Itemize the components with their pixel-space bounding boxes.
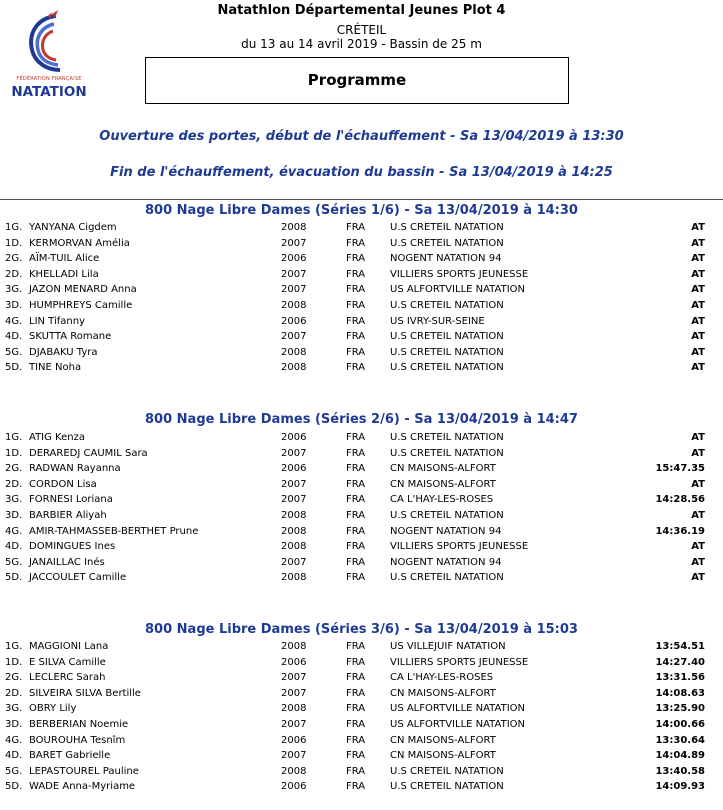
birth-year: 2007	[281, 331, 307, 343]
entry-time: AT	[691, 556, 705, 568]
swimmer-name: DJABAKU Tyra	[29, 346, 98, 358]
series-table	[0, 220, 723, 376]
entry-time: AT	[691, 268, 705, 280]
table-row	[0, 655, 723, 671]
nationality: FRA	[346, 734, 366, 746]
club-name: U.S CRETEIL NATATION	[390, 572, 504, 584]
lane-position: 2D.	[5, 478, 23, 490]
swimmer-name: LIN Tifanny	[29, 315, 86, 327]
lane-position: 1D.	[5, 237, 23, 249]
entry-time: AT	[691, 315, 705, 327]
nationality: FRA	[346, 641, 366, 652]
birth-year: 2008	[281, 346, 307, 358]
nationality: FRA	[346, 494, 366, 506]
table-row	[0, 360, 723, 376]
club-name: CN MAISONS-ALFORT	[390, 687, 496, 699]
table-row	[0, 251, 723, 267]
club-name: U.S CRETEIL NATATION	[390, 432, 504, 443]
entry-time: 14:09.93	[655, 781, 705, 793]
table-row	[0, 492, 723, 508]
swimmer-name: JANAILLAC Inés	[29, 556, 105, 568]
entry-time: 13:30.64	[655, 734, 705, 746]
club-name: CN MAISONS-ALFORT	[390, 463, 496, 475]
lane-position: 3G.	[5, 494, 23, 506]
table-row	[0, 555, 723, 571]
swimmer-name: WADE Anna-Myriame	[29, 781, 136, 793]
birth-year: 2008	[281, 703, 307, 715]
birth-year: 2007	[281, 687, 307, 699]
club-name: U.S CRETEIL NATATION	[390, 331, 504, 343]
birth-year: 2007	[281, 718, 307, 730]
swimmer-name: MAGGIONI Lana	[29, 641, 109, 652]
meet-dates: du 13 au 14 avril 2019 - Bassin de 25 m	[241, 37, 482, 51]
nationality: FRA	[346, 572, 366, 584]
club-name: US VILLEJUIF NATATION	[390, 641, 506, 652]
club-name: U.S CRETEIL NATATION	[390, 765, 504, 777]
nationality: FRA	[346, 656, 366, 668]
lane-position: 1G.	[5, 432, 23, 443]
entry-time: AT	[691, 572, 705, 584]
lane-position: 2G.	[5, 672, 23, 684]
table-row	[0, 539, 723, 555]
birth-year: 2007	[281, 750, 307, 762]
nationality: FRA	[346, 237, 366, 249]
club-name: US ALFORTVILLE NATATION	[390, 718, 525, 730]
lane-position: 5G.	[5, 346, 23, 358]
swimmer-name: LEPASTOUREL Pauline	[29, 765, 139, 777]
birth-year: 2008	[281, 222, 307, 233]
birth-year: 2008	[281, 299, 307, 311]
swimmer-name: SKUTTA Romane	[29, 331, 112, 343]
club-name: VILLIERS SPORTS JEUNESSE	[390, 268, 529, 280]
birth-year: 2006	[281, 315, 307, 327]
entry-time: 13:25.90	[655, 703, 705, 715]
swimmer-name: JACCOULET Camille	[29, 572, 127, 584]
club-name: U.S CRETEIL NATATION	[390, 362, 504, 374]
table-row	[0, 670, 723, 686]
birth-year: 2007	[281, 494, 307, 506]
club-name: CN MAISONS-ALFORT	[390, 750, 496, 762]
club-name: U.S CRETEIL NATATION	[390, 299, 504, 311]
warmup-end-info: Fin de l'échauffement, évacuation du bassin - Sa 13/04/2019 à 14:25	[110, 165, 613, 180]
series-table	[0, 430, 723, 586]
club-name: CN MAISONS-ALFORT	[390, 478, 496, 490]
table-row	[0, 717, 723, 733]
swimmer-name: SILVEIRA SILVA Bertille	[29, 687, 141, 699]
swimmer-name: HUMPHREYS Camille	[29, 299, 133, 311]
lane-position: 5D.	[5, 362, 23, 374]
table-row	[0, 461, 723, 477]
swimmer-name: DOMINGUES Ines	[29, 541, 116, 553]
nationality: FRA	[346, 315, 366, 327]
swimmer-name: BARET Gabrielle	[29, 750, 111, 762]
entry-time: 14:28.56	[655, 494, 705, 506]
lane-position: 3G.	[5, 703, 23, 715]
lane-position: 4G.	[5, 525, 23, 537]
birth-year: 2008	[281, 541, 307, 553]
swimmer-name: KERMORVAN Amélia	[29, 237, 130, 249]
series-table	[0, 639, 723, 795]
birth-year: 2007	[281, 478, 307, 490]
lane-position: 2D.	[5, 687, 23, 699]
entry-time: AT	[691, 222, 705, 233]
club-name: US ALFORTVILLE NATATION	[390, 703, 525, 715]
club-name: NOGENT NATATION 94	[390, 556, 502, 568]
nationality: FRA	[346, 362, 366, 374]
table-row	[0, 282, 723, 298]
swimmer-name: AÏM-TUIL Alice	[29, 253, 100, 265]
entry-time: AT	[691, 237, 705, 249]
entry-time: 14:04.89	[655, 750, 705, 762]
lane-position: 4D.	[5, 750, 23, 762]
club-name: CA L'HAY-LES-ROSES	[390, 672, 494, 684]
birth-year: 2008	[281, 509, 307, 521]
birth-year: 2007	[281, 237, 307, 249]
club-name: CN MAISONS-ALFORT	[390, 734, 496, 746]
birth-year: 2006	[281, 781, 307, 793]
swimmer-name: TINE Noha	[29, 362, 82, 374]
nationality: FRA	[346, 687, 366, 699]
lane-position: 3D.	[5, 718, 23, 730]
club-name: U.S CRETEIL NATATION	[390, 222, 504, 233]
swimmer-name: CORDON Lisa	[29, 478, 97, 490]
lane-position: 5D.	[5, 781, 23, 793]
birth-year: 2008	[281, 525, 307, 537]
table-row	[0, 779, 723, 795]
table-row	[0, 748, 723, 764]
club-name: U.S CRETEIL NATATION	[390, 447, 504, 459]
meet-city: CRÉTEIL	[336, 23, 387, 37]
swimmer-name: LECLERC Sarah	[29, 672, 106, 684]
table-row	[0, 267, 723, 283]
entry-time: 14:36.19	[655, 525, 705, 537]
lane-position: 4D.	[5, 541, 23, 553]
club-name: NOGENT NATATION 94	[390, 253, 502, 265]
entry-time: 14:08.63	[655, 687, 705, 699]
nationality: FRA	[346, 268, 366, 280]
entry-time: AT	[691, 346, 705, 358]
logo-wordmark: NATATION	[11, 84, 87, 100]
nationality: FRA	[346, 299, 366, 311]
nationality: FRA	[346, 541, 366, 553]
table-row	[0, 329, 723, 345]
logo-subtitle: FÉDÉRATION FRANÇAISE	[16, 76, 82, 82]
nationality: FRA	[346, 478, 366, 490]
lane-position: 1D.	[5, 447, 23, 459]
entry-time: AT	[691, 447, 705, 459]
nationality: FRA	[346, 253, 366, 265]
entry-time: AT	[691, 331, 705, 343]
swimmer-name: BERBERIAN Noemie	[29, 718, 129, 730]
club-name: U.S CRETEIL NATATION	[390, 781, 504, 793]
doors-open-info: Ouverture des portes, début de l'échauffement - Sa 13/04/2019 à 13:30	[99, 129, 624, 144]
entry-time: AT	[691, 541, 705, 553]
meet-title: Natathlon Départemental Jeunes Plot 4	[217, 3, 506, 18]
club-name: VILLIERS SPORTS JEUNESSE	[390, 541, 529, 553]
lane-position: 5D.	[5, 572, 23, 584]
lane-position: 2G.	[5, 253, 23, 265]
nationality: FRA	[346, 750, 366, 762]
entry-time: 13:54.51	[655, 641, 705, 652]
birth-year: 2008	[281, 362, 307, 374]
lane-position: 5G.	[5, 765, 23, 777]
nationality: FRA	[346, 525, 366, 537]
swimmer-name: DERAREDJ CAUMIL Sara	[29, 447, 148, 459]
entry-time: 15:47.35	[655, 463, 705, 475]
entry-time: AT	[691, 509, 705, 521]
table-row	[0, 314, 723, 330]
club-name: CA L'HAY-LES-ROSES	[390, 494, 494, 506]
nationality: FRA	[346, 781, 366, 793]
nationality: FRA	[346, 556, 366, 568]
entry-time: 14:00.66	[655, 718, 705, 730]
club-name: U.S CRETEIL NATATION	[390, 237, 504, 249]
entry-time: AT	[691, 253, 705, 265]
nationality: FRA	[346, 463, 366, 475]
table-row	[0, 345, 723, 361]
lane-position: 4G.	[5, 734, 23, 746]
section-divider	[0, 199, 723, 200]
table-row	[0, 764, 723, 780]
table-row	[0, 446, 723, 462]
lane-position: 4G.	[5, 315, 23, 327]
entry-time: AT	[691, 284, 705, 296]
birth-year: 2008	[281, 572, 307, 584]
entry-time: 13:31.56	[655, 672, 705, 684]
club-name: U.S CRETEIL NATATION	[390, 509, 504, 521]
birth-year: 2008	[281, 641, 307, 652]
series-title: 800 Nage Libre Dames (Séries 2/6) - Sa 13/04/2019 à 14:47	[145, 412, 578, 427]
swimmer-name: RADWAN Rayanna	[29, 463, 121, 475]
swimmer-name: KHELLADI Lila	[29, 268, 99, 280]
lane-position: 4D.	[5, 331, 23, 343]
table-row	[0, 220, 723, 236]
lane-position: 1G.	[5, 641, 23, 652]
birth-year: 2006	[281, 656, 307, 668]
swimmer-name: E SILVA Camille	[29, 656, 106, 668]
nationality: FRA	[346, 432, 366, 443]
nationality: FRA	[346, 284, 366, 296]
series-title: 800 Nage Libre Dames (Séries 1/6) - Sa 13/04/2019 à 14:30	[145, 203, 578, 218]
table-row	[0, 701, 723, 717]
swimmer-name: BOUROUHA Tesnîm	[29, 734, 126, 746]
swimmer-name: JAZON MENARD Anna	[29, 284, 137, 296]
table-row	[0, 570, 723, 586]
birth-year: 2007	[281, 284, 307, 296]
lane-position: 3G.	[5, 284, 23, 296]
birth-year: 2006	[281, 253, 307, 265]
birth-year: 2006	[281, 432, 307, 443]
entry-time: AT	[691, 432, 705, 443]
nationality: FRA	[346, 703, 366, 715]
nationality: FRA	[346, 765, 366, 777]
table-row	[0, 508, 723, 524]
entry-time: 13:40.58	[655, 765, 705, 777]
nationality: FRA	[346, 447, 366, 459]
club-name: US IVRY-SUR-SEINE	[390, 315, 485, 327]
table-row	[0, 686, 723, 702]
nationality: FRA	[346, 222, 366, 233]
series-title: 800 Nage Libre Dames (Séries 3/6) - Sa 13/04/2019 à 15:03	[145, 622, 578, 637]
table-row	[0, 477, 723, 493]
programme-label: Programme	[307, 71, 407, 89]
entry-time: AT	[691, 362, 705, 374]
birth-year: 2007	[281, 556, 307, 568]
table-row	[0, 298, 723, 314]
swimmer-name: OBRY Lily	[29, 703, 77, 715]
lane-position: 2G.	[5, 463, 23, 475]
lane-position: 1G.	[5, 222, 23, 233]
swimmer-name: AMIR-TAHMASSEB-BERTHET Prune	[29, 525, 199, 537]
birth-year: 2007	[281, 672, 307, 684]
swimmer-name: BARBIER Aliyah	[29, 509, 107, 521]
birth-year: 2007	[281, 268, 307, 280]
club-name: U.S CRETEIL NATATION	[390, 346, 504, 358]
birth-year: 2006	[281, 463, 307, 475]
club-name: VILLIERS SPORTS JEUNESSE	[390, 656, 529, 668]
birth-year: 2008	[281, 765, 307, 777]
lane-position: 5G.	[5, 556, 23, 568]
lane-position: 2D.	[5, 268, 23, 280]
lane-position: 3D.	[5, 299, 23, 311]
nationality: FRA	[346, 718, 366, 730]
table-row	[0, 430, 723, 446]
swimmer-name: ATIG Kenza	[29, 432, 85, 443]
swimmer-name: FORNESI Loriana	[29, 494, 113, 506]
lane-position: 3D.	[5, 509, 23, 521]
entry-time: 14:27.40	[655, 656, 705, 668]
table-row	[0, 639, 723, 655]
birth-year: 2007	[281, 447, 307, 459]
birth-year: 2006	[281, 734, 307, 746]
lane-position: 1D.	[5, 656, 23, 668]
club-name: US ALFORTVILLE NATATION	[390, 284, 525, 296]
table-row	[0, 733, 723, 749]
nationality: FRA	[346, 346, 366, 358]
entry-time: AT	[691, 299, 705, 311]
table-row	[0, 236, 723, 252]
club-name: NOGENT NATATION 94	[390, 525, 502, 537]
nationality: FRA	[346, 672, 366, 684]
swimmer-name: YANYANA Cigdem	[29, 222, 117, 233]
nationality: FRA	[346, 331, 366, 343]
entry-time: AT	[691, 478, 705, 490]
nationality: FRA	[346, 509, 366, 521]
table-row	[0, 524, 723, 540]
